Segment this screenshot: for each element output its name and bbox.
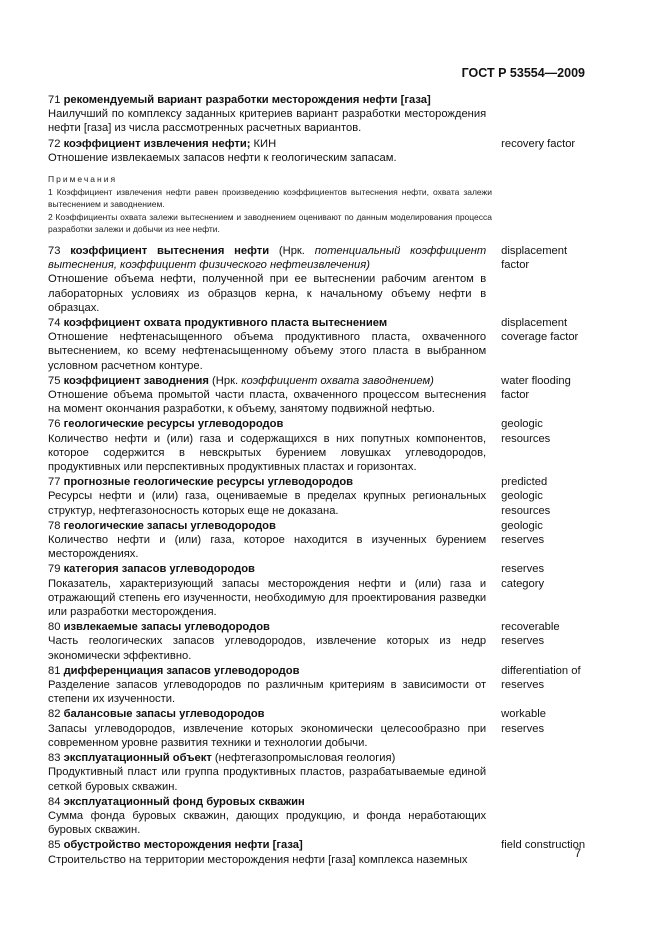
term-title: геологические запасы углеводородов [63, 519, 276, 532]
note-item: 1 Коэффициент извлечения нефти равен произведению коэффициентов вытеснения нефти, охвата залежи вытеснением и заводнением. [48, 186, 492, 210]
term-english: displacement factor [501, 244, 568, 272]
term-extra: (нефтегазопромысловая геология) [211, 752, 396, 765]
term-number: 76 [48, 418, 61, 431]
term-entry [48, 93, 588, 136]
note-item: 2 Коэффициенты охвата залежи вытеснением и заводнением оценивают по данным моделирования процесса разработки залежи и добычи из нее нефти. [48, 211, 492, 235]
term-number: 83 [48, 752, 61, 765]
term-english: geologic reserves [501, 519, 545, 547]
page-number: 7 [574, 848, 581, 860]
term-extra: (Нрк. [208, 374, 239, 387]
term-definition: Отношение объема промытой части пласта, охваченного процессом вытеснения на момент окончания разработки, к объему, занятому подвижной нефтью. [48, 389, 487, 416]
term-definition: Сумма фонда буровых скважин, дающих продукцию, и фонда неработающих буровых скважин. [48, 809, 487, 837]
term-number: 71 [48, 94, 61, 106]
term-heading [48, 316, 486, 330]
term-heading [48, 751, 486, 765]
term-entry [48, 316, 588, 373]
term-definition: Продуктивный пласт или группа продуктивных пластов, разрабатываемые единой сеткой буровых скважин. [48, 766, 487, 793]
term-definition: Ресурсы нефти и (или) газа, оцениваемые в пределах крупных региональных структур, нефтегазоносность которых еще не доказана. [48, 490, 487, 517]
term-number: 74 [48, 317, 61, 329]
term-number: 75 [48, 374, 61, 387]
term-definition: Отношение нефтенасыщенного объема продуктивного пласта, охваченного вытеснением, ко всему нефтенасыщенному объему этого пласта в выбранном условном расчетном контуре. [48, 331, 487, 372]
term-number: 84 [48, 795, 61, 808]
term-english: predicted geologic resources [501, 476, 551, 517]
term-heading [48, 795, 486, 809]
term-heading [48, 475, 486, 489]
term-definition: Часть геологических запасов углеводородов, извлечение которых из недр экономически эффективно. [48, 635, 487, 662]
term-title: прогнозные геологические ресурсы углеводородов [63, 476, 354, 489]
term-definition: Количество нефти и (или) газа, которое находится в изученных бурением месторождениях. [48, 534, 487, 561]
term-number: 85 [48, 839, 61, 852]
term-entry [48, 137, 588, 165]
term-english [501, 795, 588, 838]
term-title: рекомендуемый вариант разработки месторождения нефти [газа] [63, 94, 431, 106]
term-number: 73 [48, 244, 61, 257]
term-number: 78 [48, 519, 61, 532]
term-entry [48, 244, 588, 315]
term-title: балансовые запасы углеводородов [63, 708, 265, 721]
term-title: дифференциация запасов углеводородов [63, 664, 300, 677]
term-extra: КИН [250, 137, 277, 150]
term-title: эксплуатационный объект [63, 752, 212, 765]
term-title: обустройство месторождения нефти [газа] [63, 839, 303, 852]
term-number: 72 [48, 137, 61, 150]
term-english: displacement coverage factor [501, 317, 579, 344]
document-standard-header: ГОСТ Р 53554—2009 [461, 66, 585, 80]
term-english [501, 751, 588, 794]
term-heading [48, 374, 486, 388]
notes-title: Примечания [48, 174, 118, 185]
term-english: recovery factor [501, 137, 576, 150]
term-english: water flooding factor [501, 374, 571, 402]
term-entry [48, 374, 588, 417]
term-entry [48, 664, 588, 707]
term-english: geologic resources [501, 418, 551, 445]
term-entry [48, 519, 588, 562]
term-heading [48, 93, 486, 107]
term-heading [48, 664, 486, 678]
term-definition: Запасы углеводородов, извлечение которых экономически целесообразно при современном уровне развития техники и технологии добычи. [48, 722, 487, 749]
term-number: 80 [48, 621, 61, 634]
term-entry [48, 562, 588, 619]
term-entry [48, 475, 588, 518]
term-definition: Разделение запасов углеводородов по различным критериям в зависимости от степени их изученности. [48, 679, 487, 706]
term-number: 79 [48, 563, 61, 576]
term-english: reserves category [501, 563, 545, 590]
term-heading [48, 707, 486, 721]
term-extra-italic: коэффициент охвата заводнением) [238, 374, 434, 387]
term-entry [48, 751, 588, 794]
term-definition: Наилучший по комплексу заданных критериев вариант разработки месторождения нефти [газа] из числа рассмотренных расчетных вариантов. [48, 108, 487, 135]
term-number: 82 [48, 708, 61, 721]
term-entry [48, 707, 588, 750]
term-entry [48, 620, 588, 663]
term-title: извлекаемые запасы углеводородов [63, 621, 270, 634]
notes-block [48, 173, 492, 236]
term-definition: Количество нефти и (или) газа и содержащихся в них попутных компонентов, которое содержится в невскрытых бурением ловушках углеводородов, продуктивных или перспективных продуктивных пластах и горизонтах. [48, 432, 487, 474]
term-number: 81 [48, 664, 61, 677]
term-heading [48, 137, 486, 151]
term-heading [48, 838, 486, 852]
term-definition: Отношение объема нефти, полученной при ее вытеснении рабочим агентом в лабораторных условиях из образцов керна, к начальному объему нефти в образцах. [48, 273, 487, 314]
term-english: differentiation of reserves [501, 664, 581, 692]
term-english: field construction [501, 839, 586, 852]
term-definition: Отношение извлекаемых запасов нефти к геологическим запасам. [48, 151, 397, 164]
term-definition: Строительство на территории месторождения нефти [газа] комплекса наземных [48, 853, 468, 866]
term-title: коэффициент извлечения нефти; [63, 137, 251, 150]
term-title: эксплуатационный фонд буровых скважин [63, 795, 305, 808]
term-title: коэффициент вытеснения нефти [70, 244, 270, 257]
term-heading [48, 562, 486, 576]
term-heading [48, 244, 486, 272]
term-number: 77 [48, 476, 61, 489]
term-title: геологические ресурсы углеводородов [63, 418, 284, 431]
term-english: workable reserves [501, 708, 546, 735]
term-title: коэффициент охвата продуктивного пласта вытеснением [63, 317, 388, 329]
term-definition: Показатель, характеризующий запасы месторождения нефти и (или) газа и отражающий степень его изученности, необходимую для проектирования разведки или разработки месторождения. [48, 577, 487, 619]
term-entry [48, 417, 588, 474]
term-title: коэффициент заводнения [63, 374, 209, 387]
term-heading [48, 417, 486, 431]
term-english [501, 93, 588, 136]
term-heading [48, 620, 486, 634]
term-english: recoverable reserves [501, 621, 560, 648]
term-extra: (Нрк. [269, 244, 305, 257]
term-entry [48, 838, 588, 866]
terms-content [48, 93, 588, 868]
term-heading [48, 519, 486, 533]
term-title: категория запасов углеводородов [63, 563, 255, 576]
term-extra-italic: потенциальный коэффициент вытеснения, коэффициент физического нефтеизвлечения) [48, 244, 487, 272]
term-entry [48, 795, 588, 838]
